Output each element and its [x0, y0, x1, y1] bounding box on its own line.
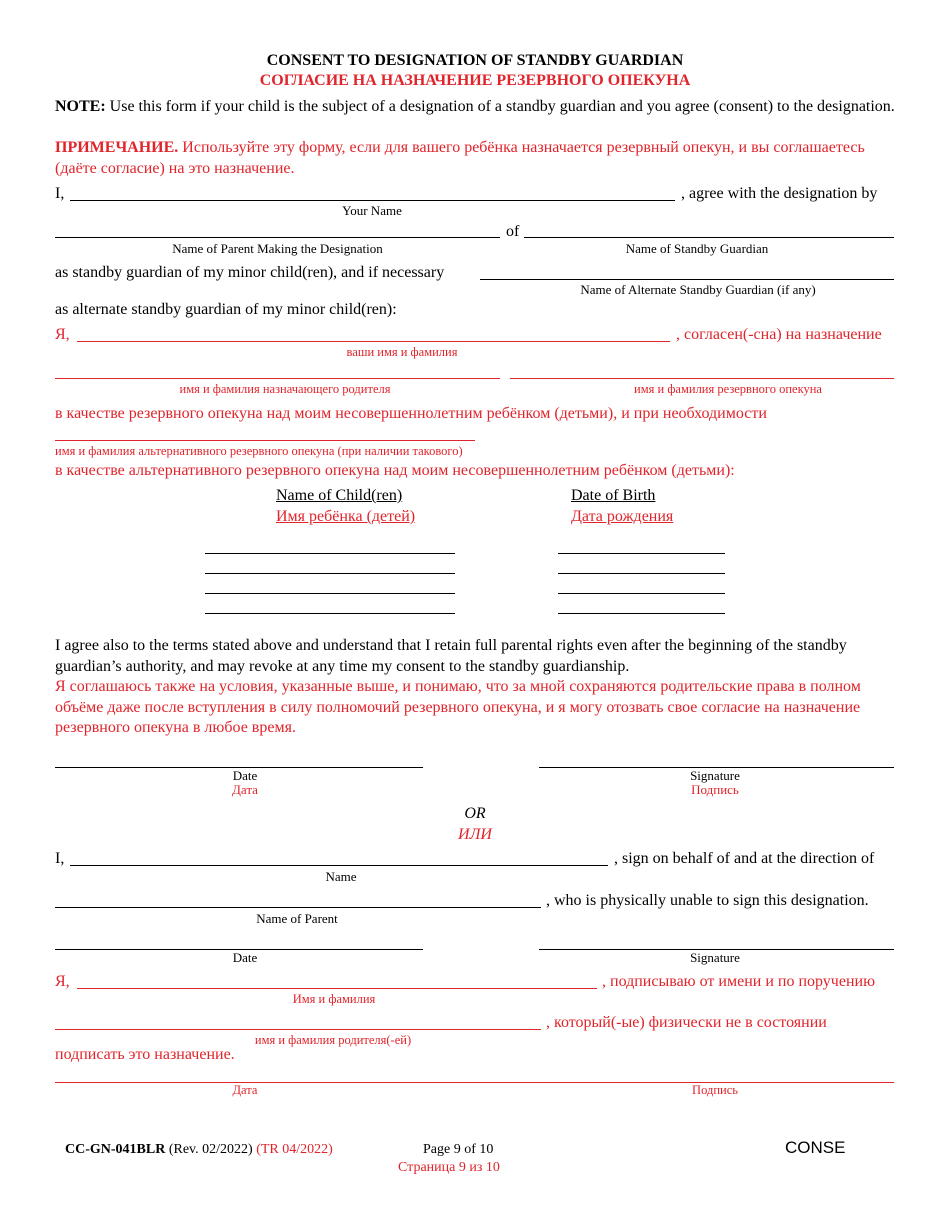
parent-name-field[interactable] — [55, 237, 500, 238]
signature-caption-en: Signature — [690, 768, 740, 783]
terms-ru: Я соглашаюсь также на условия, указанные выше, и понимаю, что за мной сохраняются родительские права в полном объёме даже после вступления в силу полномочий резервного опекуна, и я могу отозвать свое согласие на назначение резервного опекуна в любое время. — [55, 678, 861, 736]
footer-tr: (TR 04/2022) — [256, 1142, 333, 1157]
dob-header-en: Date of Birth — [571, 487, 656, 504]
child-name-field[interactable] — [205, 573, 455, 574]
behalf-i-en: I, — [55, 850, 65, 867]
consent-agree-ru: , согласен(-сна) на назначение — [676, 326, 882, 343]
title-en: CONSENT TO DESIGNATION OF STANDBY GUARDIAN — [266, 52, 684, 69]
guardian-name-field[interactable] — [524, 237, 894, 238]
your-name-field-ru[interactable] — [77, 341, 670, 342]
your-name-caption: Your Name — [342, 203, 402, 218]
title-ru: СОГЛАСИЕ НА НАЗНАЧЕНИЕ РЕЗЕРВНОГО ОПЕКУНА — [259, 72, 691, 89]
dob-header-ru: Дата рождения — [571, 508, 674, 525]
child-dob-field[interactable] — [558, 553, 725, 554]
consent-agree-en: , agree with the designation by — [681, 185, 878, 202]
behalf-signature-caption-ru: Подпись — [692, 1083, 738, 1097]
footer-form-info — [65, 1142, 333, 1157]
parent-name-caption-ru: имя и фамилия назначающего родителя — [179, 382, 391, 396]
behalf-sign-on-behalf-en: , sign on behalf of and at the direction of — [614, 850, 875, 867]
footer-code: CONSE — [785, 1138, 846, 1157]
behalf-sign-this-ru: подписать это назначение. — [55, 1046, 235, 1063]
as-standby-ru: в качестве резервного опекуна над моим несовершеннолетним ребёнком (детьми), и при необходимости — [55, 405, 767, 422]
note-label-en: NOTE: — [55, 98, 106, 115]
behalf-name-caption-en: Name — [325, 869, 357, 884]
behalf-name-field-ru[interactable] — [77, 988, 597, 989]
behalf-unable-ru: , который(-ые) физически не в состоянии — [546, 1014, 827, 1031]
as-standby-en: as standby guardian of my minor child(ren), and if necessary — [55, 264, 445, 281]
parent-name-caption: Name of Parent Making the Designation — [172, 241, 383, 256]
consent-i-en: I, — [55, 185, 65, 202]
behalf-parent-caption-en: Name of Parent — [256, 911, 338, 926]
child-name-header-en: Name of Child(ren) — [276, 487, 403, 504]
footer-page-ru: Страница 9 из 10 — [398, 1160, 500, 1175]
behalf-date-caption-ru: Дата — [232, 1083, 258, 1097]
or-ru: ИЛИ — [458, 826, 492, 843]
footer-form-id: CC-GN-041BLR — [65, 1142, 166, 1157]
alternate-name-field-ru[interactable] — [55, 440, 475, 441]
footer-page-en: Page 9 of 10 — [423, 1142, 494, 1157]
behalf-parent-field-ru[interactable] — [55, 1029, 541, 1030]
note-label-ru: ПРИМЕЧАНИЕ. — [55, 139, 179, 156]
guardian-name-caption: Name of Standby Guardian — [625, 241, 769, 256]
alternate-name-field[interactable] — [480, 279, 894, 280]
terms-en: I agree also to the terms stated above and understand that I retain full parental rights even after the beginning of the standby guardian’s authority, and may revoke at any time my consent to the standby guardianship. — [55, 637, 847, 675]
behalf-signature-caption-en: Signature — [690, 950, 740, 965]
signature-caption-ru: Подпись — [691, 782, 739, 797]
consent-of-en: of — [506, 223, 520, 240]
or-en: OR — [464, 805, 486, 822]
note-text-en: Use this form if your child is the subject of a designation of a standby guardian and you agree (consent) to the designation. — [109, 98, 895, 115]
child-name-field[interactable] — [205, 593, 455, 594]
child-dob-field[interactable] — [558, 613, 725, 614]
date-caption-en: Date — [232, 768, 258, 783]
guardian-name-caption-ru: имя и фамилия резервного опекуна — [634, 382, 822, 396]
consent-i-ru: Я, — [55, 326, 70, 343]
child-name-header-ru: Имя ребёнка (детей) — [276, 508, 416, 525]
child-name-field[interactable] — [205, 553, 455, 554]
footer-rev: (Rev. 02/2022) — [168, 1142, 253, 1157]
behalf-name-field[interactable] — [70, 865, 608, 866]
behalf-sign-on-behalf-ru: , подписываю от имени и по поручению — [602, 973, 876, 990]
child-name-field[interactable] — [205, 613, 455, 614]
as-alternate-en: as alternate standby guardian of my minor child(ren): — [55, 301, 397, 318]
your-name-field[interactable] — [70, 200, 675, 201]
note-en — [55, 97, 895, 118]
alternate-name-caption-ru: имя и фамилия альтернативного резервного опекуна (при наличии такового) — [55, 444, 463, 458]
your-name-caption-ru: ваши имя и фамилия — [346, 345, 458, 359]
child-dob-field[interactable] — [558, 593, 725, 594]
note-text-ru: Используйте эту форму, если для вашего ребёнка назначается резервный опекун, и вы соглашаетесь (даёте согласие) на это назначение. — [55, 139, 865, 177]
alternate-name-caption: Name of Alternate Standby Guardian (if any) — [580, 282, 816, 297]
as-alternate-ru: в качестве альтернативного резервного опекуна над моим несовершеннолетним ребёнком (детьми): — [55, 462, 735, 479]
parent-name-field-ru[interactable] — [55, 378, 500, 379]
behalf-parent-caption-ru: имя и фамилия родителя(-ей) — [254, 1033, 412, 1047]
behalf-date-caption-en: Date — [232, 950, 258, 965]
behalf-unable-en: , who is physically unable to sign this designation. — [546, 892, 869, 909]
child-dob-field[interactable] — [558, 573, 725, 574]
behalf-name-caption-ru: Имя и фамилия — [292, 992, 376, 1006]
note-ru — [55, 138, 895, 179]
date-caption-ru: Дата — [232, 782, 258, 797]
guardian-name-field-ru[interactable] — [510, 378, 894, 379]
behalf-parent-field[interactable] — [55, 907, 541, 908]
behalf-i-ru: Я, — [55, 973, 70, 990]
